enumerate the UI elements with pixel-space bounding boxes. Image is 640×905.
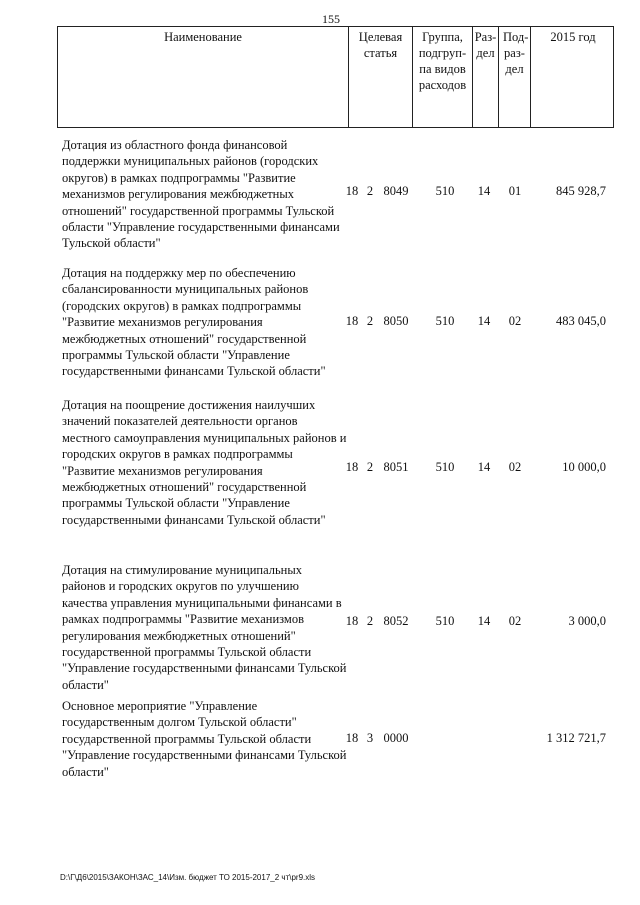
row-code3: 8050 [383,314,409,328]
header-subsection: Под-раз-дел [498,27,530,127]
row-group: 510 [435,314,455,328]
row-code3: 8051 [383,460,409,474]
header-group: Группа, подгруп-па видов расходов [412,27,472,127]
row-section: 14 [477,184,491,198]
row-name: Дотация из областного фонда финансовой поддержки муниципальных районов (городских округов) в рамках подпрограммы "Развитие механизмов регулирования межбюджетных отношений" государственной программы Тульской области "Управление государственными финансами Тульской области" [62,138,340,251]
row-code2: 2 [366,314,374,328]
row-group: 510 [435,614,455,628]
row-section: 14 [477,460,491,474]
header-section: Раз-дел [472,27,498,127]
row-name: Дотация на поощрение достижения наилучших значений показателей деятельности органов местного самоуправления муниципальных районов и городских округов в рамках подпрограммы "Развитие механизмов регулирования межбюджетных отношений" государственной программы Тульской области "Управление государственными финансами Тульской области" [62,398,347,527]
row-amount: 3 000,0 [568,614,606,628]
row-code3: 0000 [383,731,409,745]
row-name: Дотация на стимулирование муниципальных районов и городских округов по улучшению качества управления муниципальными финансами в рамках подпрограммы "Развитие механизмов регулирования межбюджетных отношений" государственной программы Тульской области "Управление государственными финансами Тульской области" [62,563,347,692]
row-subsection: 02 [508,614,522,628]
row-code3: 8049 [383,184,409,198]
header-year: 2015 год [530,27,615,127]
row-code1: 18 [345,314,359,328]
row-group: 510 [435,184,455,198]
header-name: Наименование [164,30,242,44]
row-code2: 2 [366,614,374,628]
header-target: Целевая статья [348,27,412,127]
table-header [57,26,614,128]
row-code2: 3 [366,731,374,745]
row-group: 510 [435,460,455,474]
row-section: 14 [477,614,491,628]
row-code1: 18 [345,731,359,745]
row-subsection: 01 [508,184,522,198]
page-number: 155 [322,12,340,26]
row-code2: 2 [366,184,374,198]
row-subsection: 02 [508,460,522,474]
row-code1: 18 [345,460,359,474]
row-name: Основное мероприятие "Управление государственным долгом Тульской области" государственной программы Тульской области "Управление государственными финансами Тульской области" [62,699,347,779]
row-name: Дотация на поддержку мер по обеспечению сбалансированности муниципальных районов (городских округов) в рамках подпрограммы "Развитие механизмов регулирования межбюджетных отношений" государственной программы Тульской области "Управление государственными финансами Тульской области" [62,266,326,379]
row-code1: 18 [345,614,359,628]
row-amount: 10 000,0 [562,460,606,474]
row-subsection: 02 [508,314,522,328]
file-path-footer: D:\Г\Д6\2015\ЗАКОН\ЗАС_14\Изм. бюджет ТО 2015-2017_2 чт\pr9.xls [60,873,316,882]
row-amount: 845 928,7 [556,184,606,198]
row-section: 14 [477,314,491,328]
row-code2: 2 [366,460,374,474]
row-code3: 8052 [383,614,409,628]
row-code1: 18 [345,184,359,198]
row-amount: 1 312 721,7 [546,731,606,745]
row-amount: 483 045,0 [556,314,606,328]
